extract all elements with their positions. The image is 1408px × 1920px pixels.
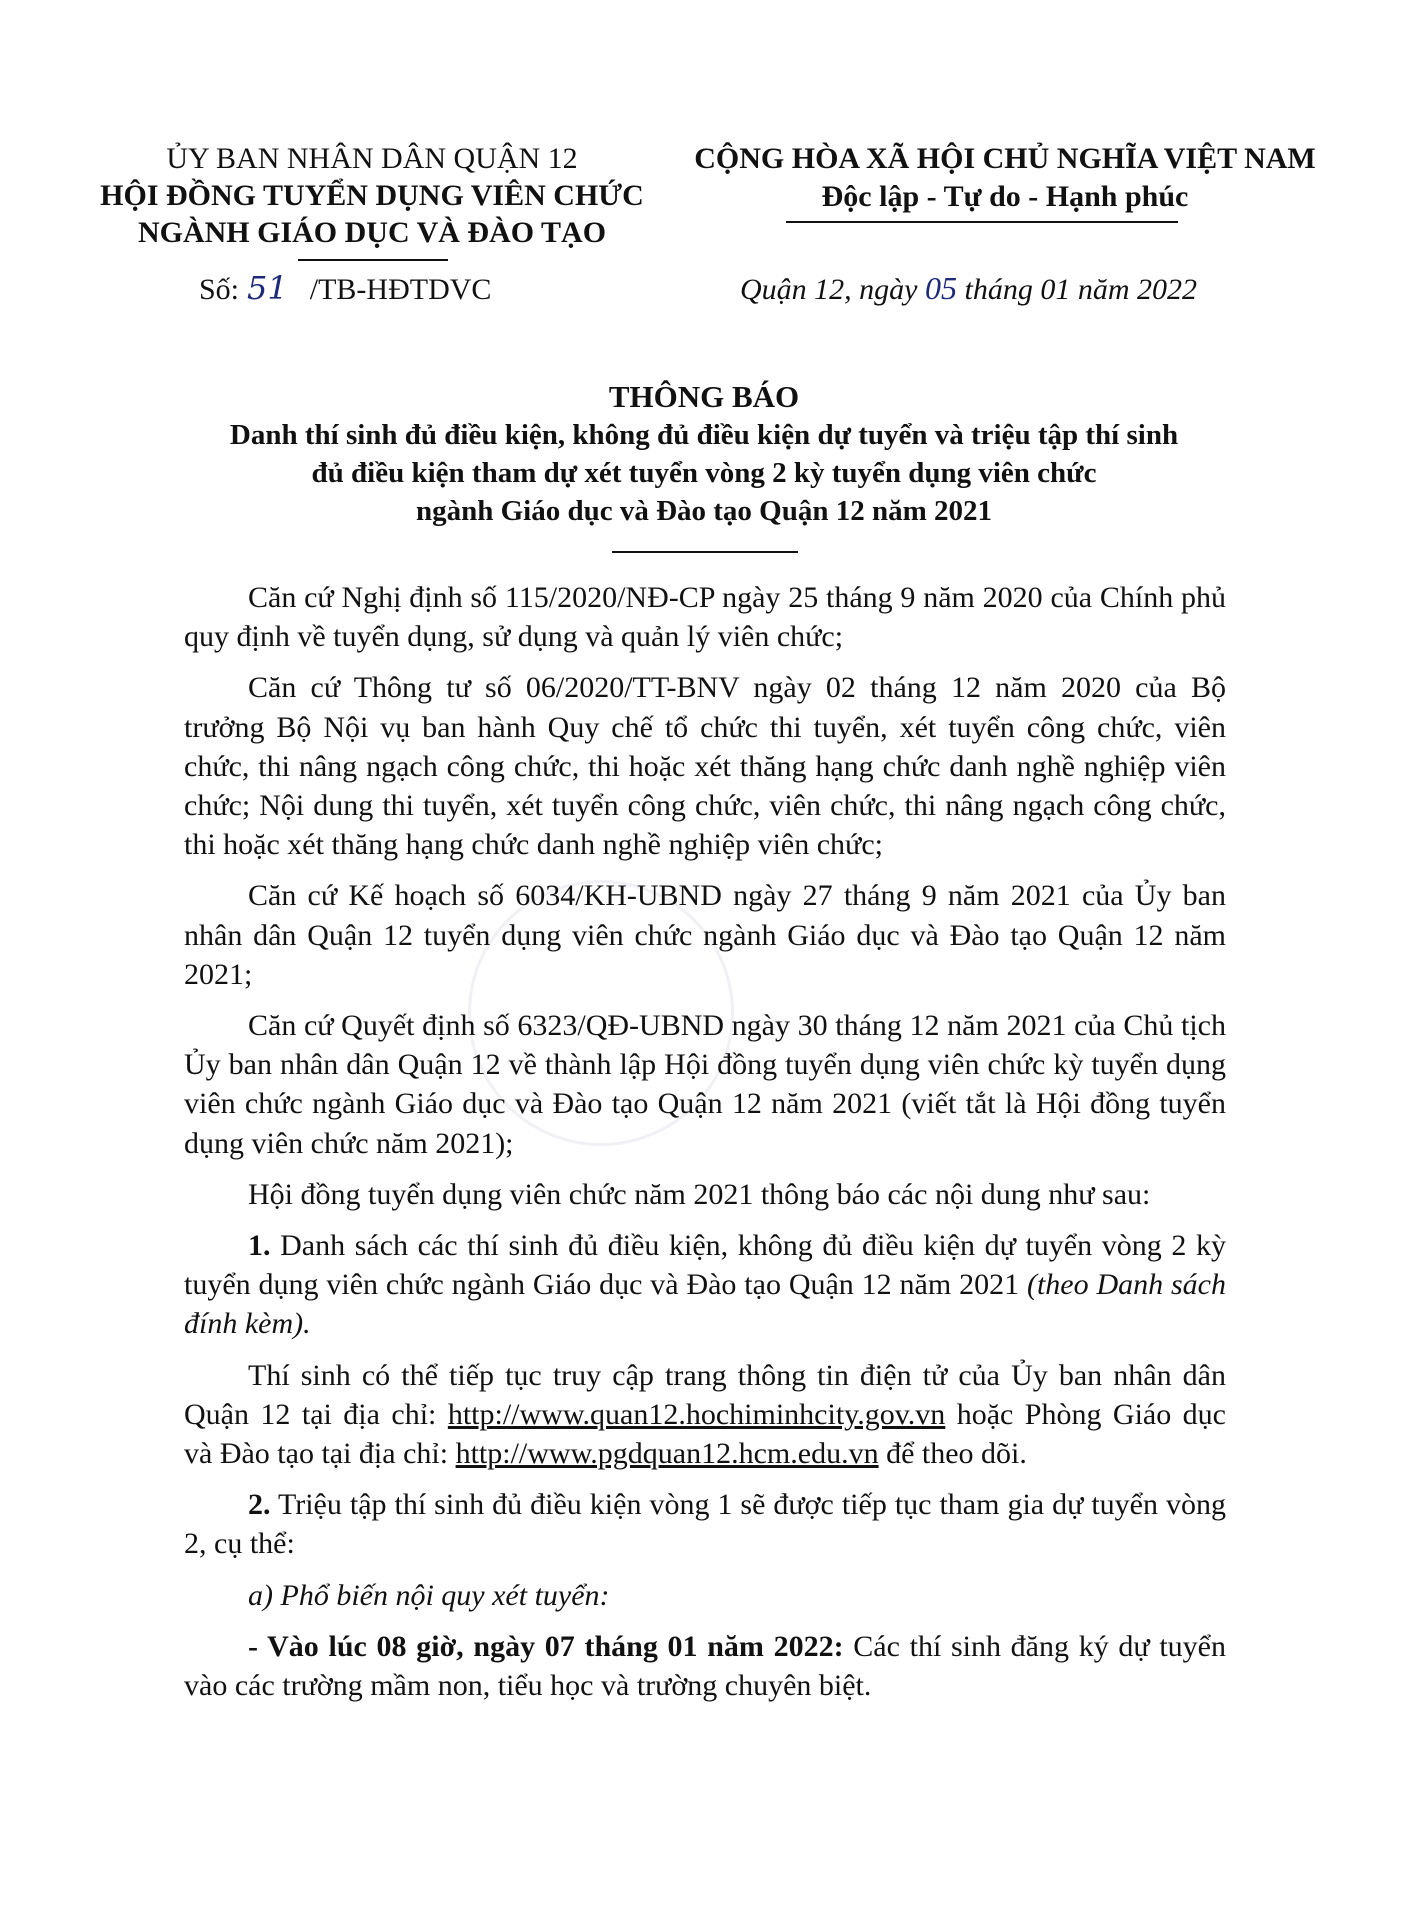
item-1-text: Danh sách các thí sinh đủ điều kiện, không đủ điều kiện dự tuyển vòng 2 kỳ tuyển dụng viên chức ngành Giáo dục và Đào tạo Quận 12 năm 2021 [184,1229,1226,1302]
paragraph-subitem-a: a) Phổ biến nội quy xét tuyển: [248,1578,610,1612]
title-line-1: Danh thí sinh đủ điều kiện, không đủ điều kiện dự tuyển và triệu tập thí sinh [229,419,1179,451]
date-after: tháng 01 năm 2022 [956,273,1197,306]
date-handwritten-day: 05 [924,270,957,306]
title-heading: THÔNG BÁO [608,379,800,414]
schedule-text: Các thí sinh đăng ký dự tuyển vào các trường mầm non, tiểu học và trường chuyên biệt. [184,1629,1227,1703]
paragraph-legal-basis-2: Căn cứ Thông tư số 06/2020/TT-BNV ngày 02 tháng 12 năm 2020 của Bộ trưởng Bộ Nội vụ ban hành Quy chế tổ chức thi tuyển, xét tuyển công chức, viên chức, thi nâng ngạch công chức, thi hoặc xét thăng hạng chức danh nghề nghiệp viên chức; Nội dung thi tuyển, xét tuyển công chức, viên chức, thi nâng ngạch công chức, thi hoặc xét thăng hạng chức danh nghề nghiệp viên chức; [184,671,1226,862]
paragraph-legal-basis-3: Căn cứ Kế hoạch số 6034/KH-UBND ngày 27 tháng 9 năm 2021 của Ủy ban nhân dân Quận 12 tuyển dụng viên chức ngành Giáo dục và Đào tạo Quận 12 năm 2021; [184,879,1226,991]
nation-line-2: Độc lập - Tự do - Hạnh phúc [821,180,1189,213]
paragraph-item-1 [184,1226,1226,1344]
websites-text-a: Thí sinh có thể tiếp tục truy cập trang thông tin điện tử của Ủy ban nhân dân Quận 12 tại địa chỉ: [184,1358,1226,1431]
item-1-number: 1. [248,1229,271,1263]
title-underline [612,551,798,553]
doc-number-handwritten: 51 [247,269,288,307]
document-body [184,578,1226,1717]
item-1-italic-note: (theo Danh sách đính kèm). [184,1268,1226,1341]
paragraph-item-2 [184,1485,1226,1563]
document-title [100,378,1308,530]
title-line-2: đủ điều kiện tham dự xét tuyển vòng 2 kỳ tuyển dụng viên chức [311,457,1097,489]
item-2-text: Triệu tập thí sinh đủ điều kiện vòng 1 sẽ được tiếp tục tham gia dự tuyển vòng 2, cụ thể: [184,1488,1226,1561]
doc-number-prefix: Số: [199,273,240,306]
websites-text-b: hoặc Phòng Giáo dục và Đào tạo tại địa chỉ: [184,1397,1226,1471]
agency-underline [298,259,448,261]
agency-line-3: NGÀNH GIÁO DỤC VÀ ĐÀO TẠO [137,216,607,249]
websites-text-c: để theo dõi. [878,1437,1027,1471]
title-line-3: ngành Giáo dục và Đào tạo Quận 12 năm 2021 [415,495,993,527]
paragraph-legal-basis-1: Căn cứ Nghị định số 115/2020/NĐ-CP ngày 25 tháng 9 năm 2020 của Chính phủ quy định về tuyển dụng, sử dụng và quản lý viên chức; [184,581,1226,654]
date-before: Quận 12, ngày [740,273,925,306]
doc-number-suffix: /TB-HĐTDVC [309,273,492,306]
item-2-number: 2. [248,1488,271,1522]
schedule-bold: - Vào lúc 08 giờ, ngày 07 tháng 01 năm 2022: [248,1629,844,1663]
agency-line-2: HỘI ĐỒNG TUYỂN DỤNG VIÊN CHỨC [100,179,644,212]
paragraph-schedule [184,1627,1226,1705]
document-number [199,270,491,308]
national-motto [670,140,1340,216]
motto-underline [786,221,1178,223]
education-office-website-link[interactable]: http://www.pgdquan12.hcm.edu.vn [455,1437,879,1471]
issuing-agency [92,140,652,251]
agency-line-1: ỦY BAN NHÂN DÂN QUẬN 12 [166,142,578,175]
paragraph-legal-basis-4: Căn cứ Quyết định số 6323/QĐ-UBND ngày 30 tháng 12 năm 2021 của Chủ tịch Ủy ban nhân dân Quận 12 về thành lập Hội đồng tuyển dụng viên chức kỳ tuyển dụng viên chức ngành Giáo dục và Đào tạo Quận 12 năm 2021 (viết tắt là Hội đồng tuyển dụng viên chức năm 2021); [184,1009,1226,1160]
nation-line-1: CỘNG HÒA XÃ HỘI CHỦ NGHĨA VIỆT NAM [694,142,1316,175]
document-date [740,270,1197,308]
district-website-link[interactable]: http://www.quan12.hochiminhcity.gov.vn [447,1397,946,1431]
paragraph-websites [184,1356,1226,1474]
paragraph-announcement: Hội đồng tuyển dụng viên chức năm 2021 thông báo các nội dung như sau: [248,1177,1151,1211]
